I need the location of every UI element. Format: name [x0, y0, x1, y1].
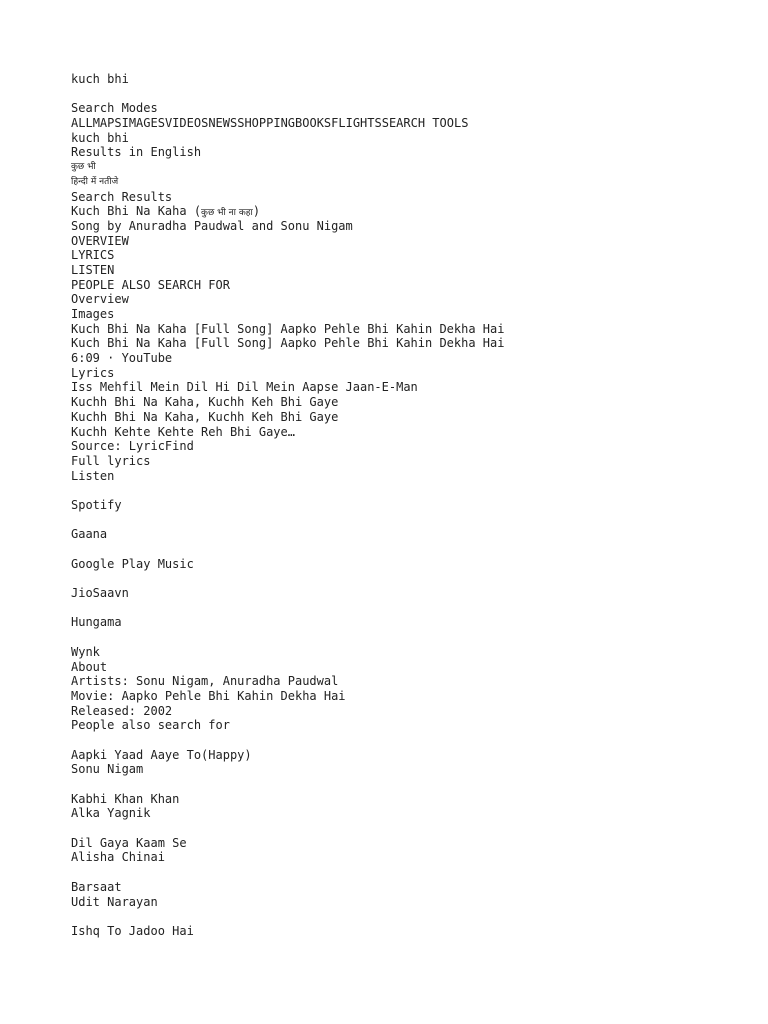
- title-hindi: कुछ भी ना कहा: [201, 208, 253, 219]
- related-song-title[interactable]: Barsaat: [71, 879, 122, 894]
- tab-listen[interactable]: LISTEN: [71, 262, 115, 277]
- video-title-link[interactable]: Kuch Bhi Na Kaha [Full Song] Aapko Pehle Bhi Kahin Dekha Hai: [71, 321, 505, 336]
- about-artists: Artists: Sonu Nigam, Anuradha Paudwal: [71, 674, 339, 689]
- listen-wynk-link[interactable]: Wynk: [71, 644, 100, 659]
- related-song-artist: Udit Narayan: [71, 894, 158, 909]
- spacer: [71, 571, 751, 586]
- mode-all[interactable]: ALL: [71, 116, 93, 131]
- spacer: [71, 865, 751, 880]
- title-prefix: Kuch Bhi Na Kaha (: [71, 204, 202, 219]
- spacer: [71, 630, 751, 645]
- listen-gaana-link[interactable]: Gaana: [71, 527, 108, 542]
- lyrics-heading: Lyrics: [71, 365, 115, 380]
- devanagari-query-link[interactable]: कुछ भी: [71, 162, 96, 173]
- about-movie: Movie: Aapko Pehle Bhi Kahin Dekha Hai: [71, 688, 346, 703]
- video-title-link-secondary[interactable]: Kuch Bhi Na Kaha [Full Song] Aapko Pehle Bhi Kahin Dekha Hai: [71, 336, 505, 351]
- related-song-title[interactable]: Dil Gaya Kaam Se: [71, 835, 187, 850]
- images-link[interactable]: Images: [71, 307, 115, 321]
- search-query-text[interactable]: kuch bhi: [71, 72, 129, 86]
- search-results-heading: Search Results: [71, 189, 173, 204]
- listen-heading: Listen: [71, 468, 115, 483]
- mode-flights[interactable]: FLIGHTS: [331, 116, 382, 131]
- related-song-title[interactable]: Aapki Yaad Aaye To(Happy): [71, 747, 252, 762]
- related-song-artist: Sonu Nigam: [71, 762, 144, 777]
- related-song-title[interactable]: Kabhi Khan Khan: [71, 791, 180, 806]
- lyrics-line: Kuchh Bhi Na Kaha, Kuchh Keh Bhi Gaye: [71, 395, 339, 410]
- overview-heading: Overview: [71, 292, 129, 307]
- listen-google-play-music-link[interactable]: Google Play Music: [71, 556, 194, 571]
- spacer: [71, 733, 751, 748]
- lyrics-line: Kuchh Kehte Kehte Reh Bhi Gaye…: [71, 424, 295, 439]
- mode-maps[interactable]: MAPS: [92, 116, 122, 131]
- about-heading: About: [71, 659, 108, 674]
- search-modes-heading: Search Modes: [71, 101, 158, 116]
- lyrics-line: Iss Mehfil Mein Dil Hi Dil Mein Aapse Jaan-E-Man: [71, 380, 418, 395]
- tab-people-also-search-for[interactable]: PEOPLE ALSO SEARCH FOR: [71, 277, 230, 292]
- mode-news[interactable]: NEWS: [208, 116, 238, 131]
- spacer: [71, 513, 751, 528]
- spacer: [71, 601, 751, 616]
- knowledge-panel-title: [71, 204, 751, 219]
- title-suffix: ): [252, 204, 261, 219]
- related-song-title[interactable]: Ishq To Jadoo Hai: [71, 923, 194, 938]
- about-released: Released: 2002: [71, 703, 173, 718]
- knowledge-panel-subtitle: Song by Anuradha Paudwal and Sonu Nigam: [71, 218, 353, 233]
- spacer: [71, 483, 751, 498]
- people-also-search-heading: People also search for: [71, 718, 230, 733]
- listen-hungama-link[interactable]: Hungama: [71, 615, 122, 630]
- mode-images[interactable]: IMAGES: [121, 116, 165, 131]
- query-repeat: kuch bhi: [71, 130, 129, 145]
- listen-jiosaavn-link[interactable]: JioSaavn: [71, 586, 129, 601]
- results-in-english-link[interactable]: Results in English: [71, 145, 202, 160]
- hindi-results-link[interactable]: हिन्दी में नतीजे: [71, 176, 119, 187]
- lyrics-source: Source: LyricFind: [71, 439, 194, 454]
- tab-overview[interactable]: OVERVIEW: [71, 233, 129, 248]
- mode-books[interactable]: BOOKS: [295, 116, 332, 131]
- tab-lyrics[interactable]: LYRICS: [71, 248, 115, 263]
- related-song-artist: Alisha Chinai: [71, 850, 165, 865]
- listen-spotify-link[interactable]: Spotify: [71, 497, 122, 512]
- search-results-page: [71, 72, 751, 939]
- spacer: [71, 821, 751, 836]
- spacer: [71, 777, 751, 792]
- spacer: [71, 542, 751, 557]
- lyrics-line: Kuchh Bhi Na Kaha, Kuchh Keh Bhi Gaye: [71, 409, 339, 424]
- spacer: [71, 909, 751, 924]
- full-lyrics-link[interactable]: Full lyrics: [71, 453, 151, 468]
- mode-videos[interactable]: VIDEOS: [164, 116, 209, 131]
- related-song-artist: Alka Yagnik: [71, 806, 151, 821]
- video-meta: 6:09 · YouTube: [71, 351, 173, 366]
- search-modes-bar: [71, 116, 751, 131]
- spacer: [71, 87, 751, 102]
- mode-search-tools[interactable]: SEARCH TOOLS: [381, 116, 469, 131]
- mode-shopping[interactable]: SHOPPING: [237, 116, 296, 131]
